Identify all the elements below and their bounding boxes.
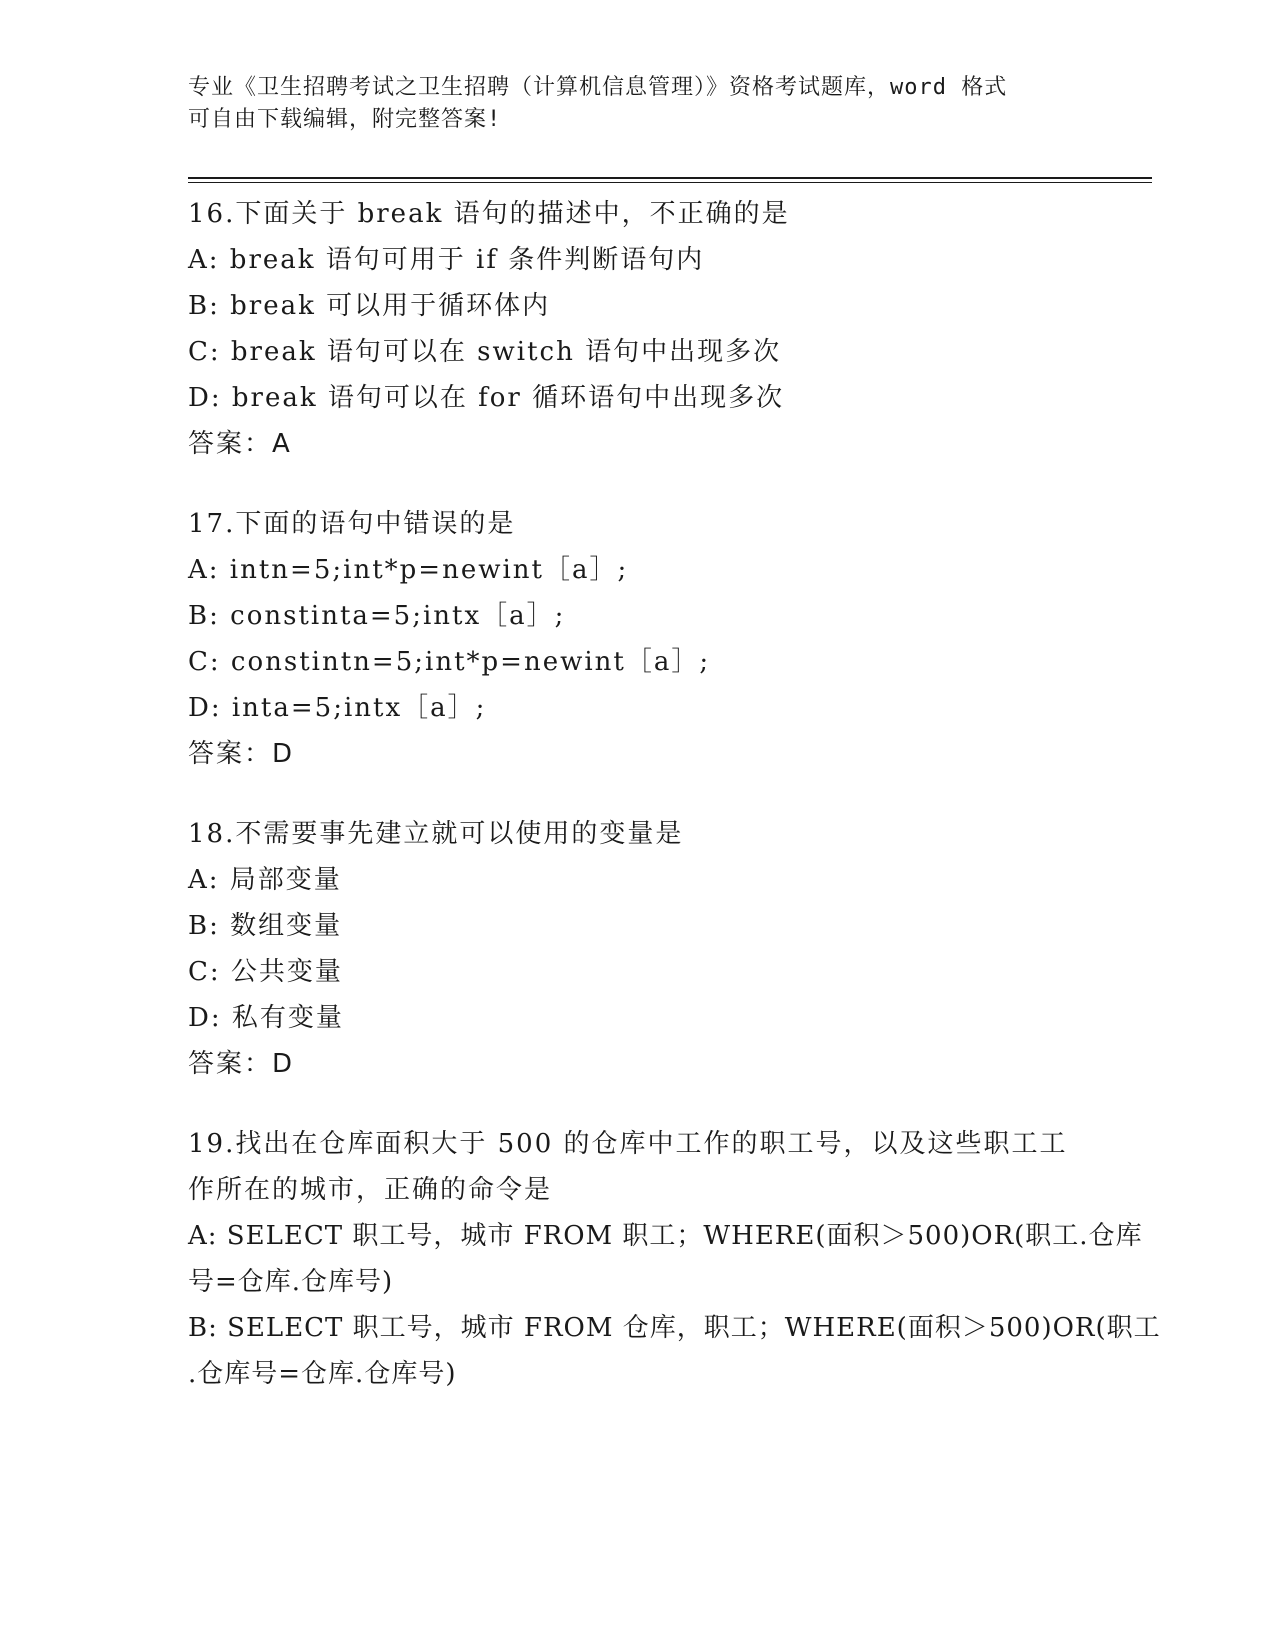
option-line: .仓库号=仓库.仓库号)	[188, 1359, 457, 1389]
option-line: B: break 可以用于循环体内	[188, 291, 551, 321]
question-19	[188, 1121, 1161, 1397]
option-b	[188, 283, 1088, 329]
option-d	[188, 375, 1088, 421]
option-b	[188, 1305, 1161, 1397]
option-d	[188, 995, 1088, 1041]
option-line: D: 私有变量	[188, 1003, 344, 1033]
option-a	[188, 857, 1088, 903]
question-stem	[188, 811, 1088, 857]
option-line: B: constinta=5;intx［a］;	[188, 601, 566, 631]
question-18	[188, 811, 1088, 1087]
option-line: D: inta=5;intx［a］;	[188, 693, 487, 723]
option-line: B: 数组变量	[188, 911, 343, 941]
answer-text: 答案：A	[188, 429, 292, 459]
question-stem-line: 作所在的城市，正确的命令是	[188, 1175, 553, 1205]
option-line: A: 局部变量	[188, 865, 342, 895]
option-b	[188, 593, 1088, 639]
question-stem	[188, 1121, 1088, 1213]
option-c	[188, 949, 1088, 995]
option-b	[188, 903, 1088, 949]
header-divider-thin	[188, 182, 1152, 183]
document-header	[188, 72, 1068, 136]
option-a	[188, 237, 1088, 283]
question-stem	[188, 501, 1088, 547]
question-16	[188, 191, 1088, 467]
option-line: A: break 语句可用于 if 条件判断语句内	[188, 245, 705, 275]
question-stem-line: 19.找出在仓库面积大于 500 的仓库中工作的职工号，以及这些职工工	[188, 1129, 1068, 1159]
option-line: C: constintn=5;int*p=newint［a］;	[188, 647, 711, 677]
header-divider-thick	[188, 177, 1152, 179]
option-d	[188, 685, 1088, 731]
option-line: A: SELECT 职工号，城市 FROM 职工；WHERE(面积＞500)OR(职工.仓库	[188, 1221, 1143, 1251]
question-list	[188, 191, 1161, 1431]
answer-text: 答案：D	[188, 739, 295, 769]
option-line: 号=仓库.仓库号)	[188, 1267, 394, 1297]
option-a	[188, 547, 1088, 593]
option-line: C: 公共变量	[188, 957, 343, 987]
option-c	[188, 329, 1088, 375]
option-line: B: SELECT 职工号，城市 FROM 仓库，职工；WHERE(面积＞500)OR(职工	[188, 1313, 1161, 1343]
question-stem	[188, 191, 1088, 237]
question-stem-line: 18.不需要事先建立就可以使用的变量是	[188, 819, 684, 849]
option-line: D: break 语句可以在 for 循环语句中出现多次	[188, 383, 785, 413]
header-line-1: 专业《卫生招聘考试之卫生招聘（计算机信息管理）》资格考试题库，word 格式	[188, 75, 1008, 100]
question-stem-line: 16.下面关于 break 语句的描述中，不正确的是	[188, 199, 790, 229]
answer-text: 答案：D	[188, 1049, 295, 1079]
header-line-2: 可自由下载编辑，附完整答案!	[188, 107, 502, 132]
question-17	[188, 501, 1088, 777]
option-line: C: break 语句可以在 switch 语句中出现多次	[188, 337, 782, 367]
option-c	[188, 639, 1088, 685]
option-line: A: intn=5;int*p=newint［a］;	[188, 555, 629, 585]
question-stem-line: 17.下面的语句中错误的是	[188, 509, 516, 539]
option-a	[188, 1213, 1143, 1305]
